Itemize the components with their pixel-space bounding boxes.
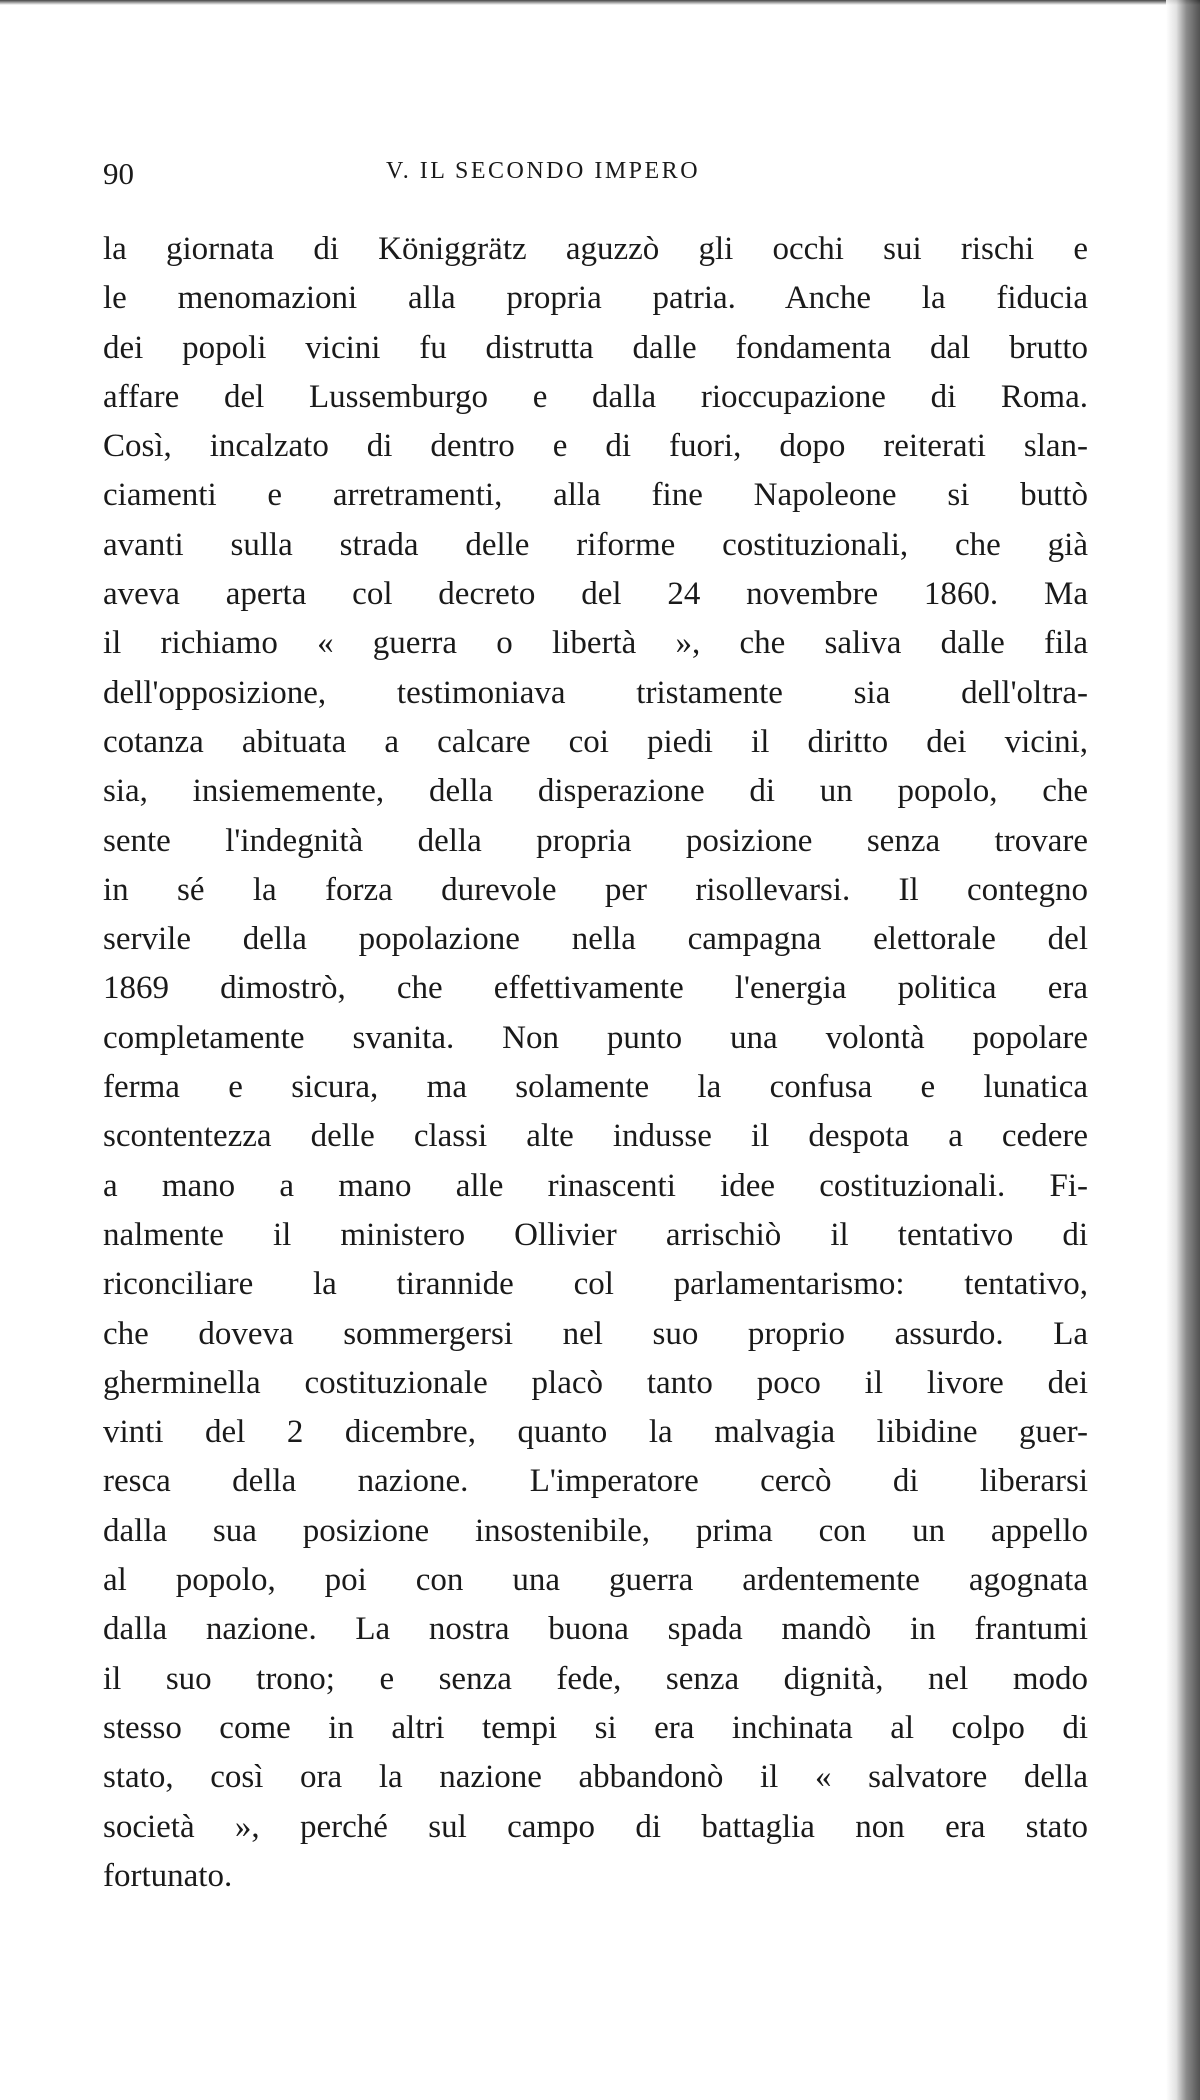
scan-top-edge: [0, 0, 1200, 5]
text-line: la giornata di Königgrätz aguzzò gli occhi sui rischi e: [103, 231, 1088, 267]
page-number: 90: [103, 156, 134, 191]
body-text: [103, 225, 1088, 1901]
text-line: dell'opposizione, testimoniava tristamente sia dell'oltra-: [103, 674, 1088, 711]
text-line: dalla nazione. La nostra buona spada mandò in frantumi: [103, 1611, 1088, 1648]
text-line: stato, così ora la nazione abbandonò il « salvatore della: [103, 1759, 1088, 1796]
text-line: 1869 dimostrò, che effettivamente l'energia politica era: [103, 970, 1088, 1007]
text-line: sente l'indegnità della propria posizione senza trovare: [103, 822, 1088, 859]
text-line: scontentezza delle classi alte indusse il despota a cedere: [103, 1118, 1088, 1155]
text-line: affare del Lussemburgo e dalla rioccupazione di Roma.: [103, 378, 1088, 415]
text-line: fortunato.: [103, 1857, 233, 1894]
text-line: avanti sulla strada delle riforme costituzionali, che già: [103, 526, 1088, 563]
text-line: resca della nazione. L'imperatore cercò di liberarsi: [103, 1463, 1088, 1500]
page-edge-shadow: [1166, 0, 1200, 2100]
text-line: aveva aperta col decreto del 24 novembre 1860. Ma: [103, 576, 1088, 613]
text-line: al popolo, poi con una guerra ardentemente agognata: [103, 1562, 1088, 1599]
text-line: nalmente il ministero Ollivier arrischiò il tentativo di: [103, 1216, 1088, 1253]
text-line: servile della popolazione nella campagna elettorale del: [103, 921, 1088, 958]
text-line: Così, incalzato di dentro e di fuori, dopo reiterati slan-: [103, 428, 1088, 465]
text-line: stesso come in altri tempi si era inchinata al colpo di: [103, 1709, 1088, 1746]
text-line: a mano a mano alle rinascenti idee costituzionali. Fi-: [103, 1167, 1088, 1204]
text-line: dei popoli vicini fu distrutta dalle fondamenta dal brutto: [103, 329, 1088, 366]
text-line: cotanza abituata a calcare coi piedi il diritto dei vicini,: [103, 723, 1088, 760]
text-line: il richiamo « guerra o libertà », che saliva dalle fila: [103, 625, 1088, 662]
text-line: ferma e sicura, ma solamente la confusa e lunatica: [103, 1069, 1088, 1106]
text-line: completamente svanita. Non punto una volontà popolare: [103, 1019, 1088, 1056]
text-line: ciamenti e arretramenti, alla fine Napoleone si buttò: [103, 477, 1088, 514]
text-line: che doveva sommergersi nel suo proprio assurdo. La: [103, 1315, 1088, 1352]
text-line: le menomazioni alla propria patria. Anche la fiducia: [103, 280, 1088, 317]
text-line: società », perché sul campo di battaglia non era stato: [103, 1808, 1088, 1845]
text-line: dalla sua posizione insostenibile, prima con un appello: [103, 1512, 1088, 1549]
text-line: gherminella costituzionale placò tanto poco il livore dei: [103, 1364, 1088, 1401]
running-title: V. IL SECONDO IMPERO: [386, 158, 701, 184]
page-header: [103, 150, 1088, 190]
text-line: riconciliare la tirannide col parlamentarismo: tentativo,: [103, 1266, 1088, 1303]
text-line: vinti del 2 dicembre, quanto la malvagia libidine guer-: [103, 1414, 1088, 1451]
text-line: in sé la forza durevole per risollevarsi. Il contegno: [103, 871, 1088, 908]
text-line: sia, insiememente, della disperazione di un popolo, che: [103, 773, 1088, 810]
text-line: il suo trono; e senza fede, senza dignità, nel modo: [103, 1660, 1088, 1697]
